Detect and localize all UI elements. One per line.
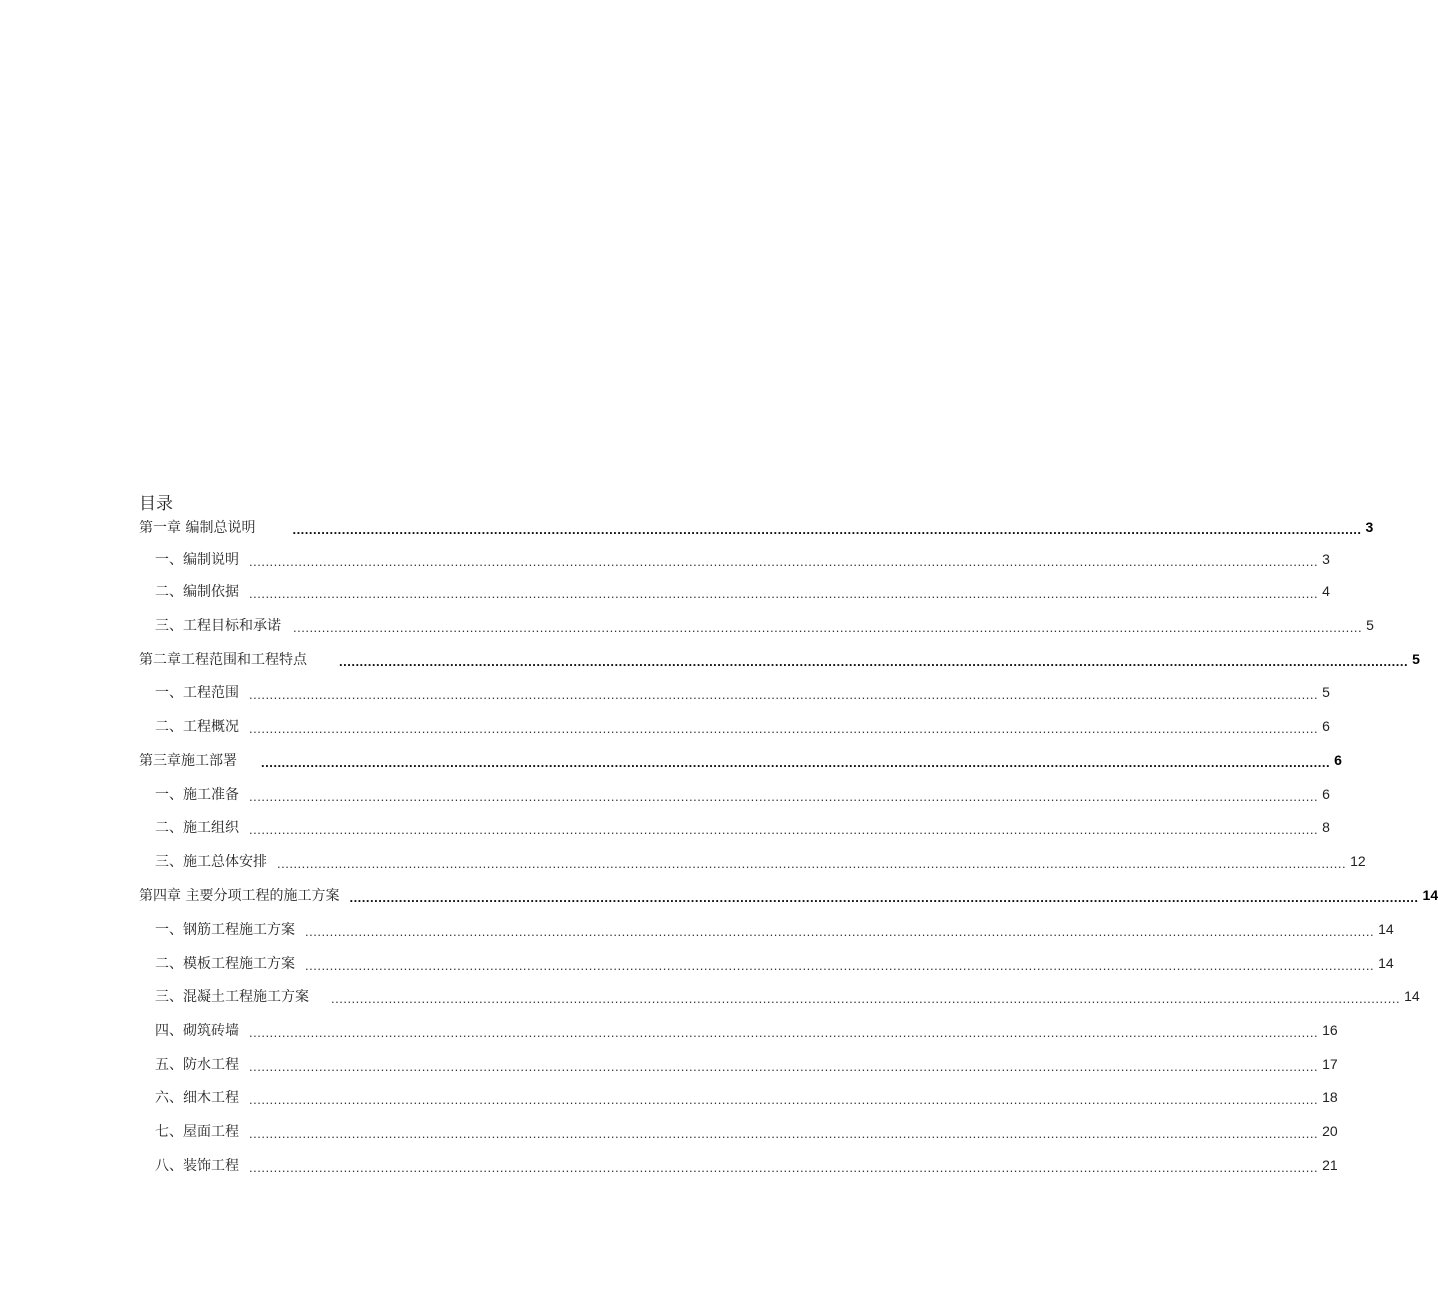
toc-page-number: 8 bbox=[1322, 819, 1330, 835]
toc-page-number: 16 bbox=[1322, 1022, 1338, 1038]
toc-dot-leader: .................................................................................................................................................................................................................................................................... bbox=[305, 958, 1375, 973]
toc-section-entry[interactable] bbox=[155, 918, 1394, 940]
toc-section-entry[interactable] bbox=[155, 985, 1420, 1007]
toc-section-entry[interactable] bbox=[155, 952, 1394, 974]
toc-section-entry[interactable] bbox=[155, 548, 1330, 570]
toc-dot-leader: .................................................................................................................................................................................................................................................................... bbox=[277, 856, 1347, 871]
toc-dot-leader: .................................................................................................................................................................................................................................................................... bbox=[249, 721, 1319, 736]
toc-entry-label: 第三章施工部署 bbox=[139, 753, 237, 769]
toc-page-number: 5 bbox=[1366, 617, 1374, 633]
toc-chapter-entry[interactable] bbox=[139, 749, 1342, 771]
toc-page-number: 4 bbox=[1322, 583, 1330, 599]
toc-page-number: 12 bbox=[1350, 853, 1366, 869]
toc-entry-label: 六、细木工程 bbox=[155, 1090, 239, 1106]
toc-page-number: 14 bbox=[1378, 921, 1394, 937]
toc-dot-leader: .................................................................................................................................................................................................................................................................... bbox=[249, 586, 1319, 601]
toc-entry-label: 第一章 编制总说明 bbox=[139, 520, 256, 536]
toc-entry-label: 三、工程目标和承诺 bbox=[155, 618, 281, 634]
toc-dot-leader: .................................................................................................................................................................................................................................................................... bbox=[249, 1160, 1319, 1175]
toc-entry-label: 三、混凝土工程施工方案 bbox=[155, 989, 309, 1005]
toc-dot-leader: .................................................................................................................................................................................................................................................................... bbox=[249, 687, 1319, 702]
toc-section-entry[interactable] bbox=[155, 715, 1330, 737]
toc-page-number: 14 bbox=[1378, 955, 1394, 971]
toc-page-number: 6 bbox=[1322, 786, 1330, 802]
toc-dot-leader: .................................................................................................................................................................................................................................................................... bbox=[249, 789, 1319, 804]
toc-dot-leader: .................................................................................................................................................................................................................................................................... bbox=[249, 1092, 1319, 1107]
toc-chapter-entry[interactable] bbox=[139, 884, 1438, 906]
toc-section-entry[interactable] bbox=[155, 816, 1330, 838]
toc-page-number: 5 bbox=[1322, 684, 1330, 700]
toc-entry-label: 二、工程概况 bbox=[155, 719, 239, 735]
toc-title: 目录 bbox=[139, 494, 173, 514]
toc-chapter-entry[interactable] bbox=[139, 516, 1374, 538]
toc-section-entry[interactable] bbox=[155, 614, 1374, 636]
toc-entry-label: 二、模板工程施工方案 bbox=[155, 956, 295, 972]
toc-page-number: 18 bbox=[1322, 1089, 1338, 1105]
toc-page-number: 3 bbox=[1365, 519, 1374, 535]
toc-dot-leader: .................................................................................................................................................................................................................................................................... bbox=[331, 991, 1401, 1006]
toc-dot-leader: .................................................................................................................................................................................................................................................................... bbox=[292, 522, 1362, 537]
toc-dot-leader: .................................................................................................................................................................................................................................................................... bbox=[249, 1059, 1319, 1074]
toc-section-entry[interactable] bbox=[155, 1086, 1338, 1108]
toc-page-number: 14 bbox=[1422, 887, 1438, 903]
toc-dot-leader: .................................................................................................................................................................................................................................................................... bbox=[249, 1025, 1319, 1040]
toc-dot-leader: .................................................................................................................................................................................................................................................................... bbox=[305, 924, 1375, 939]
toc-entry-label: 一、编制说明 bbox=[155, 552, 239, 568]
toc-entry-label: 三、施工总体安排 bbox=[155, 854, 267, 870]
toc-page-number: 6 bbox=[1334, 752, 1342, 768]
toc-dot-leader: .................................................................................................................................................................................................................................................................... bbox=[249, 822, 1319, 837]
toc-entry-label: 五、防水工程 bbox=[155, 1057, 239, 1073]
toc-dot-leader: .................................................................................................................................................................................................................................................................... bbox=[349, 890, 1419, 905]
toc-section-entry[interactable] bbox=[155, 850, 1366, 872]
toc-page-number: 20 bbox=[1322, 1123, 1338, 1139]
toc-section-entry[interactable] bbox=[155, 681, 1330, 703]
toc-entry-label: 四、砌筑砖墙 bbox=[155, 1023, 239, 1039]
toc-entry-label: 七、屋面工程 bbox=[155, 1124, 239, 1140]
toc-page-number: 6 bbox=[1322, 718, 1330, 734]
toc-dot-leader: .................................................................................................................................................................................................................................................................... bbox=[261, 755, 1331, 770]
toc-page-number: 21 bbox=[1322, 1157, 1338, 1173]
toc-dot-leader: .................................................................................................................................................................................................................................................................... bbox=[293, 620, 1363, 635]
toc-entry-label: 二、施工组织 bbox=[155, 820, 239, 836]
toc-dot-leader: .................................................................................................................................................................................................................................................................... bbox=[249, 1126, 1319, 1141]
toc-entry-label: 一、工程范围 bbox=[155, 685, 239, 701]
toc-section-entry[interactable] bbox=[155, 783, 1330, 805]
toc-dot-leader: .................................................................................................................................................................................................................................................................... bbox=[339, 654, 1409, 669]
toc-section-entry[interactable] bbox=[155, 580, 1330, 602]
toc-entry-label: 一、施工准备 bbox=[155, 787, 239, 803]
toc-entry-label: 一、钢筋工程施工方案 bbox=[155, 922, 295, 938]
toc-section-entry[interactable] bbox=[155, 1053, 1338, 1075]
toc-page-number: 17 bbox=[1322, 1056, 1338, 1072]
toc-entry-label: 第二章工程范围和工程特点 bbox=[139, 652, 307, 668]
toc-dot-leader: .................................................................................................................................................................................................................................................................... bbox=[249, 554, 1319, 569]
toc-entry-label: 第四章 主要分项工程的施工方案 bbox=[139, 888, 340, 904]
toc-chapter-entry[interactable] bbox=[139, 648, 1420, 670]
toc-page-number: 14 bbox=[1404, 988, 1420, 1004]
toc-section-entry[interactable] bbox=[155, 1154, 1338, 1176]
toc-entry-label: 八、装饰工程 bbox=[155, 1158, 239, 1174]
toc-page-number: 3 bbox=[1322, 551, 1330, 567]
toc-page-number: 5 bbox=[1412, 651, 1420, 667]
toc-section-entry[interactable] bbox=[155, 1019, 1338, 1041]
toc-section-entry[interactable] bbox=[155, 1120, 1338, 1142]
toc-entry-label: 二、编制依据 bbox=[155, 584, 239, 600]
